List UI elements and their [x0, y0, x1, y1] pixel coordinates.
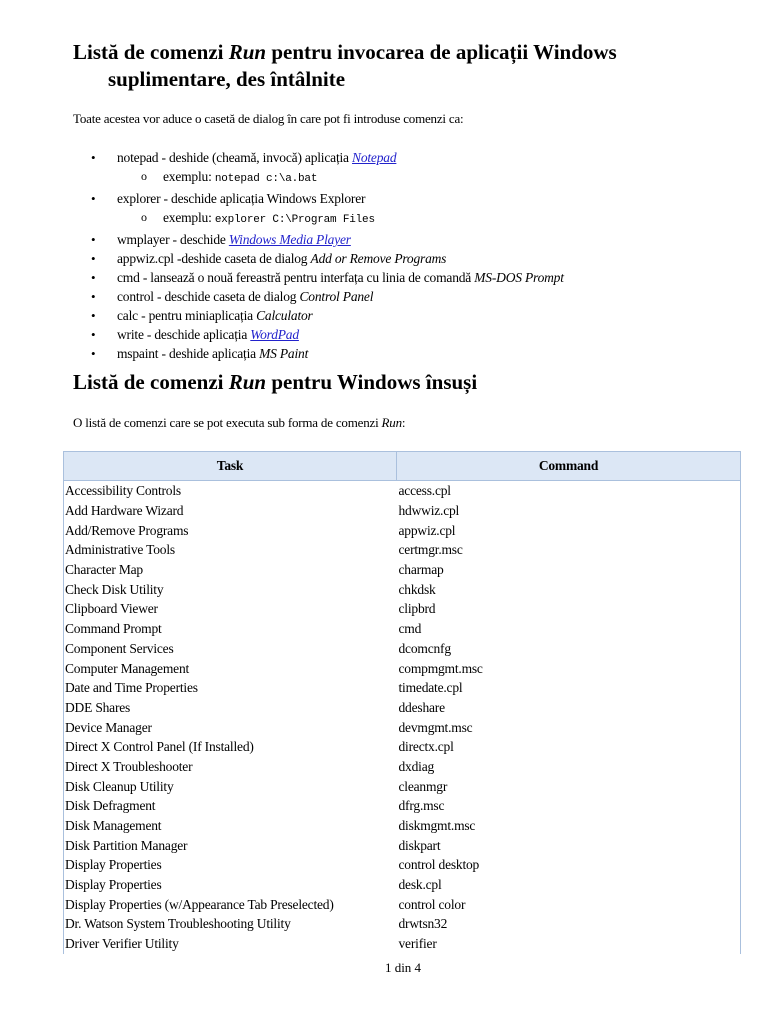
table-row	[64, 658, 741, 678]
table-row	[64, 816, 741, 836]
command-cell: diskmgmt.msc	[398, 818, 476, 834]
table-row	[64, 855, 741, 875]
applications-list	[73, 148, 564, 363]
list-item-cmd	[73, 268, 564, 287]
task-cell: Character Map	[65, 562, 143, 578]
command-cell: access.cpl	[398, 483, 451, 499]
task-cell: Driver Verifier Utility	[65, 936, 179, 952]
list-item-notepad	[73, 148, 564, 189]
page-number: 1 din 4	[384, 960, 422, 975]
list-item-emphasis: MS Paint	[259, 346, 309, 361]
heading-run-windows	[73, 369, 733, 396]
table-row	[64, 560, 741, 580]
intro-paragraph-2	[73, 415, 405, 431]
table-row	[64, 776, 741, 796]
task-cell: Disk Management	[65, 818, 162, 834]
table-body	[64, 481, 741, 954]
command-cell: cmd	[398, 621, 422, 637]
list-item-text: notepad - deshide (cheamă, invocă) aplicația	[117, 150, 353, 165]
task-cell: Direct X Troubleshooter	[65, 758, 193, 774]
task-cell: Clipboard Viewer	[65, 601, 158, 617]
command-cell: timedate.cpl	[398, 680, 463, 696]
list-item-emphasis: Control Panel	[299, 289, 374, 304]
heading-run-applications	[73, 39, 733, 93]
task-cell: Disk Partition Manager	[65, 837, 188, 853]
command-cell: clipbrd	[398, 601, 436, 617]
example-label: exemplu:	[163, 169, 215, 184]
list-item-text: appwiz.cpl -deshide caseta de dialog	[117, 251, 311, 266]
task-cell: Disk Defragment	[65, 798, 156, 814]
table-row	[64, 894, 741, 914]
table-header-row	[64, 452, 741, 481]
task-cell: Display Properties	[65, 877, 162, 893]
notepad-link[interactable]: Notepad	[352, 150, 397, 165]
table-row	[64, 639, 741, 659]
list-item-emphasis: Calculator	[256, 308, 313, 323]
run-commands-table	[63, 451, 741, 954]
list-item-control	[73, 287, 564, 306]
intro2-emphasis: Run	[381, 415, 402, 430]
heading1-line2: suplimentare, des întâlnite	[108, 67, 346, 91]
list-item-mspaint	[73, 344, 564, 363]
list-item-text: calc - pentru miniaplicația	[117, 308, 257, 323]
command-cell: charmap	[398, 562, 444, 578]
list-item-calc	[73, 306, 564, 325]
table-row	[64, 934, 741, 954]
table-row	[64, 540, 741, 560]
list-item-write	[73, 325, 564, 344]
task-cell: Device Manager	[65, 719, 152, 735]
task-cell: Dr. Watson System Troubleshooting Utility	[65, 916, 291, 932]
sub-list	[117, 208, 564, 230]
task-cell: Component Services	[65, 640, 174, 656]
table-row	[64, 698, 741, 718]
command-cell: dxdiag	[398, 758, 435, 774]
windows-media-player-link[interactable]: Windows Media Player	[228, 232, 351, 247]
table-row	[64, 599, 741, 619]
command-cell: directx.cpl	[398, 739, 454, 755]
heading2-text-b: pentru Windows însuși	[266, 370, 478, 394]
heading1-text-b: pentru invocarea de aplicații Windows	[266, 40, 617, 64]
task-cell: Display Properties	[65, 857, 162, 873]
list-item-text: write - deschide aplicația	[117, 327, 251, 342]
list-item-emphasis: MS-DOS Prompt	[474, 270, 564, 285]
task-cell: Add Hardware Wizard	[65, 503, 184, 519]
list-item-emphasis: Add or Remove Programs	[310, 251, 447, 266]
example-code: notepad c:\a.bat	[214, 173, 318, 185]
list-item-wmplayer	[73, 230, 564, 249]
task-cell: Accessibility Controls	[65, 483, 181, 499]
intro2-text: O listă de comenzi care se pot executa sub forma de comenzi	[73, 415, 382, 430]
intro-paragraph-1: Toate acestea vor aduce o casetă de dialog în care pot fi introduse comenzi ca:	[73, 111, 464, 126]
heading2-run-italic: Run	[228, 370, 267, 394]
task-cell: DDE Shares	[65, 699, 131, 715]
list-item-text: explorer - deschide aplicația Windows Explorer	[117, 191, 366, 206]
command-cell: dfrg.msc	[398, 798, 445, 814]
table-row	[64, 619, 741, 639]
heading2-text-a: Listă de comenzi	[73, 370, 229, 394]
command-cell: control desktop	[398, 857, 480, 873]
list-item-text: wmplayer - deschide	[117, 232, 229, 247]
command-cell: diskpart	[398, 837, 441, 853]
table-row	[64, 737, 741, 757]
table-row	[64, 678, 741, 698]
command-cell: appwiz.cpl	[398, 522, 456, 538]
heading1-run-italic: Run	[228, 40, 267, 64]
table-row	[64, 914, 741, 934]
sub-list-item-example	[117, 208, 564, 230]
list-item-explorer	[73, 189, 564, 230]
table-row	[64, 757, 741, 777]
table-row	[64, 520, 741, 540]
heading1-text-a: Listă de comenzi	[73, 40, 229, 64]
table-row	[64, 501, 741, 521]
task-cell: Command Prompt	[65, 621, 162, 637]
table-row	[64, 796, 741, 816]
task-cell: Administrative Tools	[65, 542, 175, 558]
command-cell: desk.cpl	[398, 877, 442, 893]
example-code: explorer C:\Program Files	[214, 214, 375, 226]
example-label: exemplu:	[163, 210, 215, 225]
sub-list-item-example	[117, 167, 564, 189]
task-cell: Disk Cleanup Utility	[65, 778, 174, 794]
task-cell: Direct X Control Panel (If Installed)	[65, 739, 254, 755]
task-cell: Display Properties (w/Appearance Tab Preselected)	[65, 896, 334, 912]
command-cell: cleanmgr	[398, 778, 448, 794]
task-cell: Computer Management	[65, 660, 190, 676]
task-cell: Add/Remove Programs	[65, 522, 189, 538]
command-cell: certmgr.msc	[398, 542, 463, 558]
list-item-text: mspaint - deshide aplicația	[117, 346, 260, 361]
table-row	[64, 579, 741, 599]
command-cell: drwtsn32	[398, 916, 448, 932]
intro2-end: :	[401, 415, 406, 430]
command-cell: hdwwiz.cpl	[398, 503, 460, 519]
command-cell: verifier	[398, 936, 437, 952]
command-cell: dcomcnfg	[398, 640, 451, 656]
list-item-appwiz	[73, 249, 564, 268]
header-task: Task	[64, 452, 397, 481]
table-row	[64, 717, 741, 737]
task-cell: Check Disk Utility	[65, 581, 164, 597]
command-cell: compmgmt.msc	[398, 660, 483, 676]
task-cell: Date and Time Properties	[65, 680, 198, 696]
header-command: Command	[397, 452, 741, 481]
table-row	[64, 835, 741, 855]
command-cell: devmgmt.msc	[398, 719, 473, 735]
wordpad-link[interactable]: WordPad	[250, 327, 299, 342]
sub-list	[117, 167, 564, 189]
command-cell: control color	[398, 896, 466, 912]
list-item-text: control - deschide caseta de dialog	[117, 289, 300, 304]
table-row	[64, 481, 741, 501]
command-cell: ddeshare	[398, 699, 445, 715]
table-row	[64, 875, 741, 895]
list-item-text: cmd - lansează o nouă fereastră pentru interfața cu linia de comandă	[117, 270, 475, 285]
command-cell: chkdsk	[398, 581, 436, 597]
